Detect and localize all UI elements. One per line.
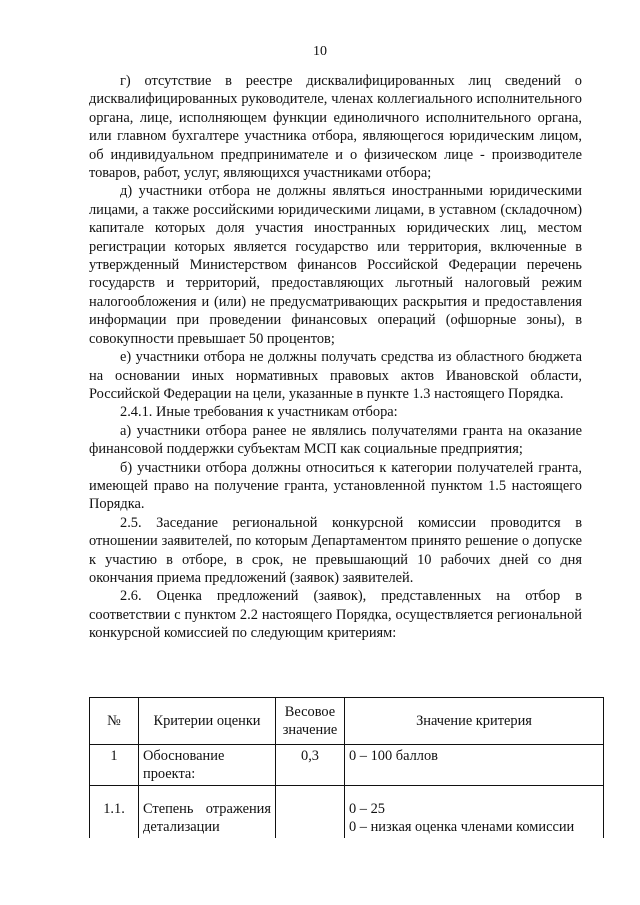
row-value-text: 0 – 100 баллов <box>349 748 438 764</box>
header-value: Значение критерия <box>345 698 604 745</box>
table-header-row <box>90 698 604 745</box>
header-weight: Весовое значение <box>276 698 345 745</box>
paragraph-2-6: 2.6. Оценка предложений (заявок), представленных на отбор в соответствии с пунктом 2.2 настоящего Порядка, осуществляется региональной конкурсной комиссией по следующим критериям: <box>89 588 582 642</box>
row-value <box>345 786 604 839</box>
row-value <box>345 745 604 786</box>
row-number: 1.1. <box>90 786 139 839</box>
paragraph-e: е) участники отбора не должны получать средства из областного бюджета на основании иных нормативных правовых актов Ивановской области, Российской Федерации на цели, указанные в пункте 1.3 настоящего Порядка. <box>89 349 582 402</box>
paragraph-2-4-1: 2.4.1. Иные требования к участникам отбора: <box>120 404 398 421</box>
row-criteria: Обоснование проекта: <box>139 745 276 786</box>
row-number: 1 <box>90 745 139 786</box>
table-row <box>90 745 604 786</box>
row-criteria: Степень отражения детализации <box>139 786 276 839</box>
paragraph-d: д) участники отбора не должны являться иностранными юридическими лицами, а также российскими юридическими лицами, в уставном (складочном) капитале которых доля участия иностранных юридических лиц, местом регистрации которых является государство или территория, включенные в утвержденный Министерством финансов Российской Федерации перечень государств и территорий, предоставляющих льготный налоговый режим налогообложения и (или) не предусматривающих раскрытия и предоставления информации при проведении финансовых операций (офшорные зоны), в совокупности превышает 50 процентов; <box>89 183 582 347</box>
paragraph-b: б) участники отбора должны относиться к категории получателей гранта, имеющей право на получение гранта, установленной пунктом 1.5 настоящего Порядка. <box>89 459 582 513</box>
page-number: 10 <box>313 44 327 59</box>
row-weight <box>276 786 345 839</box>
row-value-note: 0 – низкая оценка членами комиссии <box>349 819 575 835</box>
document-body <box>89 72 582 643</box>
paragraph-a: а) участники отбора ранее не являлись получателями гранта на оказание финансовой поддержки субъектам МСП как социальные предприятия; <box>89 422 582 458</box>
criteria-table <box>89 697 604 838</box>
row-weight: 0,3 <box>276 745 345 786</box>
paragraph-2-5: 2.5. Заседание региональной конкурсной комиссии проводится в отношении заявителей, по которым Департаментом принято решение о допуске к участию в отборе, в срок, не превышающий 10 рабочих дней со дня окончания приема предложений (заявок) заявителей. <box>89 514 582 586</box>
header-criteria: Критерии оценки <box>139 698 276 745</box>
header-number: № <box>90 698 139 745</box>
row-value-range: 0 – 25 <box>349 801 385 817</box>
table-row <box>90 786 604 839</box>
paragraph-g: г) отсутствие в реестре дисквалифицированных лиц сведений о дисквалифицированных руководителе, членах коллегиального исполнительного органа, лице, исполняющем функции единоличного исполнительного органа, или главном бухгалтере участника отбора, являющегося юридическим лицом, об индивидуальном предпринимателе и о физическом лице - производителе товаров, работ, услуг, являющихся участниками отбора; <box>89 73 582 182</box>
